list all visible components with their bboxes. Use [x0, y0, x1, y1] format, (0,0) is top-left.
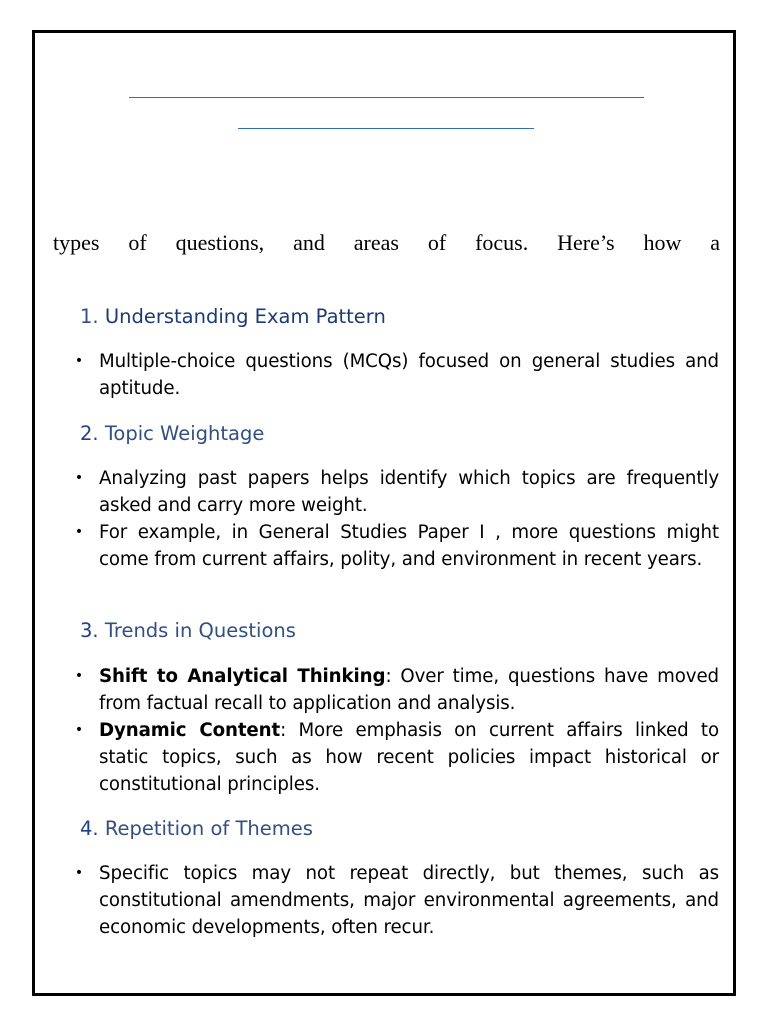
list-item-lead: Dynamic Content — [99, 720, 281, 741]
list-item-lead: Shift to Analytical Thinking — [99, 666, 386, 687]
list-item-text: For example, in General Studies Paper I , more questions might come from current affairs, polity, and environment in recent years. — [99, 522, 719, 570]
section-heading-trends — [80, 618, 296, 644]
bullet-icon: • — [74, 668, 84, 684]
section-heading-topic-weightage — [80, 421, 264, 447]
intro-paragraph: types of questions, and areas of focus. Here’s how a — [53, 230, 720, 255]
section-number: 1. — [80, 305, 99, 328]
list-item — [74, 717, 719, 798]
bullet-icon: • — [74, 353, 84, 369]
list-item-text: : Over time, questions have moved from factual recall to application and analysis. — [99, 666, 719, 714]
bullet-icon: • — [74, 524, 84, 540]
list-item — [74, 663, 719, 717]
section-heading-repetition — [80, 816, 313, 842]
bullet-icon: • — [74, 865, 84, 881]
section-title: Understanding Exam Pattern — [104, 305, 386, 328]
bullet-list-exam-pattern — [74, 348, 719, 402]
section-title: Trends in Questions — [104, 619, 296, 642]
list-item — [74, 519, 719, 573]
section-heading-exam-pattern — [80, 304, 386, 330]
title-rule-bottom — [238, 128, 534, 129]
title-rule-top — [129, 97, 644, 98]
list-item — [74, 348, 719, 402]
section-number: 2. — [80, 422, 99, 445]
section-number: 4. — [80, 817, 99, 840]
list-item — [74, 860, 719, 941]
section-title: Topic Weightage — [104, 422, 265, 445]
section-number: 3. — [80, 619, 99, 642]
list-item-text: Analyzing past papers helps identify which topics are frequently asked and carry more weight. — [99, 468, 719, 516]
list-item-text: : More emphasis on current affairs linked to static topics, such as how recent policies impact historical or constitutional principles. — [99, 720, 719, 795]
bullet-list-topic-weightage — [74, 465, 719, 573]
list-item — [74, 465, 719, 519]
list-item-text: Multiple-choice questions (MCQs) focused on general studies and aptitude. — [99, 351, 719, 399]
bullet-list-trends — [74, 663, 719, 798]
list-item-text: Specific topics may not repeat directly, but themes, such as constitutional amendments, major environmental agreements, and economic developments, often recur. — [99, 863, 719, 938]
bullet-list-repetition — [74, 860, 719, 941]
section-title: Repetition of Themes — [104, 817, 313, 840]
bullet-icon: • — [74, 722, 84, 738]
bullet-icon: • — [74, 470, 84, 486]
